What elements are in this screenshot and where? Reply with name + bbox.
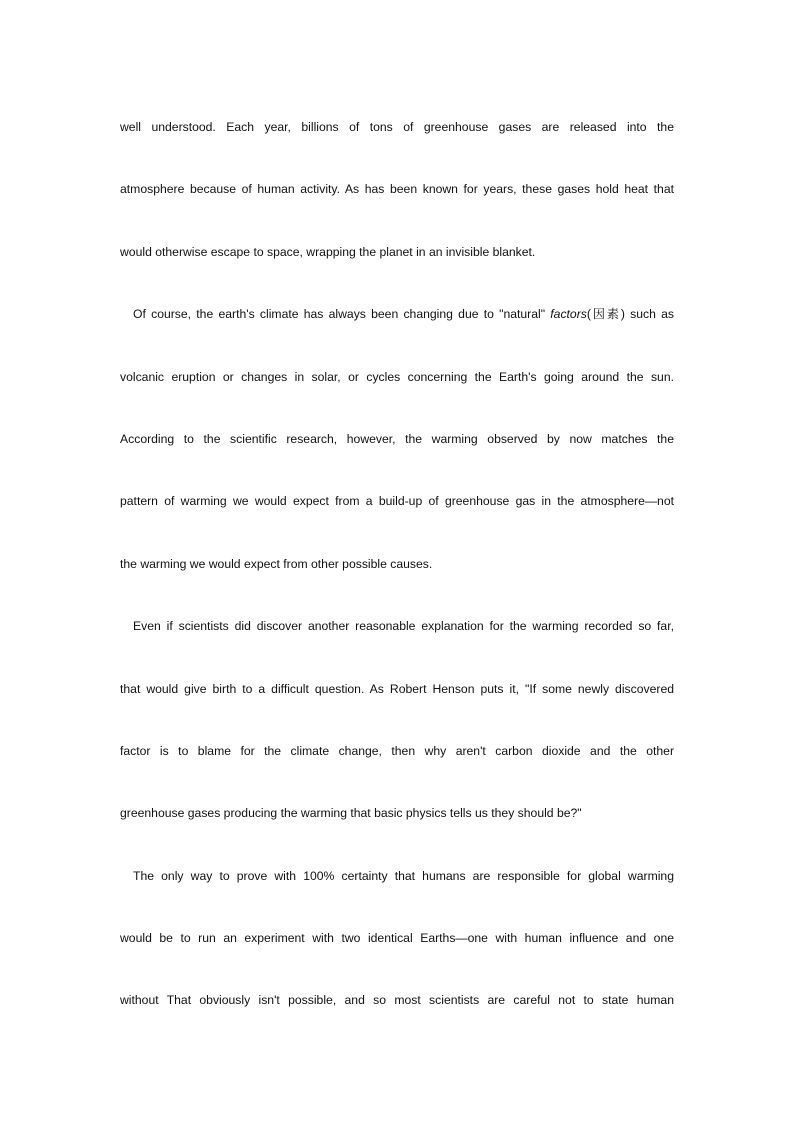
text-line-4 (120, 283, 674, 345)
text-line-10: that would give birth to a difficult question. As Robert Henson puts it, "If some newly discovered (120, 681, 674, 696)
text-line-2: atmosphere because of human activity. As has been known for years, these gases hold heat that (120, 182, 674, 197)
text-line-12: greenhouse gases producing the warming that basic physics tells us they should be?" (120, 806, 582, 821)
text-line-3: would otherwise escape to space, wrapping the planet in an invisible blanket. (120, 244, 536, 259)
text-line-4-pre: Of course, the earth's climate has always been changing due to "natural" (133, 307, 551, 322)
text-line-9: Even if scientists did discover another reasonable explanation for the warming recorded so far, (133, 619, 674, 634)
text-line-8: the warming we would expect from other possible causes. (120, 556, 433, 571)
text-line-15: without That obviously isn't possible, and so most scientists are careful not to state human (120, 993, 674, 1008)
text-line-1: well understood. Each year, billions of tons of greenhouse gases are released into the (120, 120, 674, 134)
text-line-5: volcanic eruption or changes in solar, or cycles concerning the Earth's going around the sun. (120, 369, 674, 384)
text-line-11: factor is to blame for the climate change, then why aren't carbon dioxide and the other (120, 743, 674, 758)
text-line-4-post: (因素) such as (586, 307, 674, 322)
text-line-14: would be to run an experiment with two identical Earths—one with human influence and one (120, 931, 674, 946)
italic-term: factors (550, 307, 587, 322)
body-text (120, 96, 674, 1032)
text-line-13: The only way to prove with 100% certainty that humans are responsible for global warming (133, 868, 674, 883)
text-line-6: According to the scientific research, however, the warming observed by now matches the (120, 431, 674, 446)
text-line-7: pattern of warming we would expect from a build-up of greenhouse gas in the atmosphere—not (120, 494, 674, 509)
